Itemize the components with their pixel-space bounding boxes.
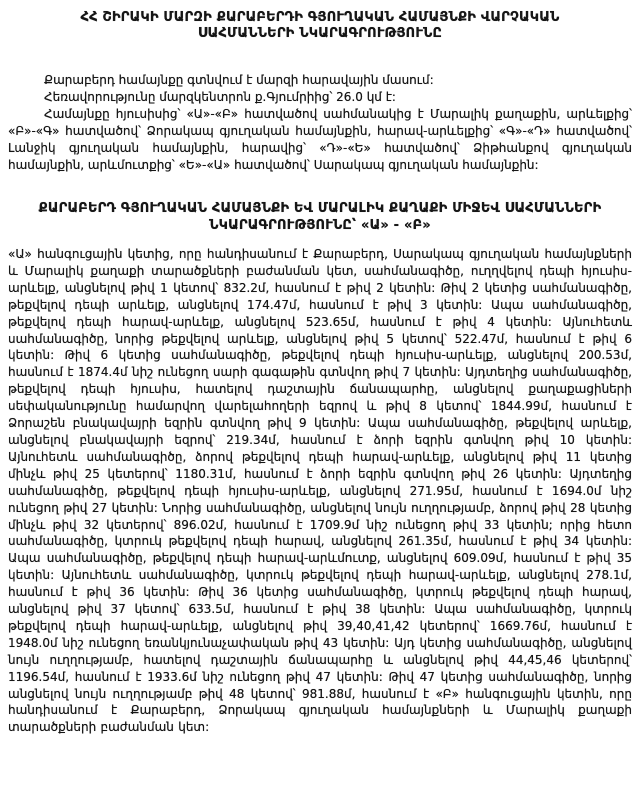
intro-section xyxy=(8,72,632,174)
intro-paragraph-location: Քարաբերդ համայնքը գտնվում է մարզի հարավային մասում: xyxy=(44,73,434,87)
border-description-text: «Ա» հանգուցային կետից, որը հանդիսանում է Քարաբերդ, Սարակապ գյուղական համայնքների և Մարալիկ քաղաքի տարածքների բաժանման կետ, սահմանագիծը, ուղղվելով դեպի հյուսիս-արևելք, անցնելով թիվ 1 կետով՝ 832.2մ, հասնում է թիվ 2 կետին: Թիվ 2 կետից սահմանագիծը, թեքվելով դեպի արևելք, անցնելով 174.47մ, հասնում է թիվ 3 կետին: Ապա սահմանագիծը, թեքվելով դեպի հարավ-արևելք, անցնելով 523.65մ, հասնում է թիվ 4 կետին: Այնուհետև սահմանագիծը, նորից թեքվելով արևելք, անցնելով թիվ 5 կետով՝ 522.47մ, հասնում է թիվ 6 կետին: Թիվ 6 կետից սահմանագիծը, թեքվելով դեպի հյուսիս-արևելք, անցնելով 200.53մ, հասնում է 1874.4մ նիշ ունեցող սարի գագաթին գտնվող թիվ 7 կետին: Այդտեղից սահմանագիծը, թեքվելով դեպի հյուսիս, հատելով դաշտային ճանապարհը, անցնելով քաղաքացիների սեփականությունը համարվող վարելահողերի եզրով և թիվ 8 կետով՝ 1844.99մ, հասնում է Ձորաշեն բնակավայրի եզրին գտնվող թիվ 9 կետին: Ապա սահմանագիծը, թեքվելով արևելք, անցնելով բնակավայրի եզրով՝ 219.34մ, հասնում է ձորի եզրին գտնվող թիվ 10 կետին: Այնուհետև սահմանագիծը, ձորով թեքվելով դեպի հարավ-արևելք, անցնելով թիվ 11 կետից մինչև թիվ 25 կետերով՝ 1180.31մ, հասնում է ձորի եզրին գտնվող թիվ 26 կետին: Այդտեղից սահմանագիծը, թեքվելով դեպի հյուսիս-արևելք, անցնելով 271.95մ, հասնում է 1694.0մ նիշ ունեցող թիվ 27 կետին: Նորից սահմանագիծը, անցնելով նույն ուղղությամբ, ձորով թիվ 28 կետից մինչև թիվ 32 կետերով՝ 896.02մ, հասնում է 1709.9մ նիշ ունեցող թիվ 33 կետին; որից հետո սահմանագիծը, կտրուկ թեքվելով դեպի հարավ, անցնելով 261.35մ, հասնում է թիվ 34 կետին: Ապա սահմանագիծը, թեքվելով դեպի հարավ-արևմուտք, անցնելով 609.09մ, հասնում է թիվ 35 կետին: Այնուհետև սահմանագիծը, կտրուկ թեքվելով դեպի հարավ-արևելք, անցնելով 278.1մ, հասնում է թիվ 36 կետին: Թիվ 36 կետից սահմանագիծը, կտրուկ թեքվելով դեպի հարավ, անցնելով թիվ 37 կետով՝ 633.5մ, հասնում է թիվ 38 կետին: Ապա սահմանագիծը, կտրուկ թեքվելով դեպի հարավ-արևելք, անցնելով թիվ 39,40,41,42 կետերով՝ 1669.76մ, հասնում է 1948.0մ նիշ ունեցող եռանկյունաչափական թիվ 43 կետին: Այդ կետից սահմանագիծը, անցնելով նույն ուղղությամբ, հատելով դաշտային ճանապարհը և անցնելով թիվ 44,45,46 կետերով՝ 1196.54մ, հասնում է 1933.6մ նիշ ունեցող թիվ 47 կետին: Թիվ 47 կետից սահմանագիծը, նորից անցնելով նույն ուղղությամբ թիվ 48 կետով՝ 981.88մ, հասնում է «Բ» հանգուցային կետին, որը հանդիսանում է Քարաբերդ, Ձորակապ գյուղական համայնքների և Մարալիկ քաղաքի տարածքների բաժանման կետ: xyxy=(8,247,632,735)
intro-paragraph-distance: Հեռավորությունը մարզկենտրոն ք.Գյումրիից՝ 26.0 կմ է: xyxy=(44,90,396,104)
section-heading: ՔԱՐԱԲԵՐԴ ԳՅՈՒՂԱԿԱՆ ՀԱՄԱՅՆՔԻ ԵՎ ՄԱՐԱԼԻԿ ՔԱՂԱՔԻ ՄԻՋԵՎ ՍԱՀՄԱՆՆԵՐԻ ՆԿԱՐԱԳՐՈՒԹՅՈՒՆԸ՝ «Ա» - «Բ» xyxy=(38,201,602,233)
document-title: ՀՀ ՇԻՐԱԿԻ ՄԱՐԶԻ ՔԱՐԱԲԵՐԴԻ ԳՅՈՒՂԱԿԱՆ ՀԱՄԱՅՆՔԻ ՎԱՐՉԱԿԱՆ ՍԱՀՄԱՆՆԵՐԻ ՆԿԱՐԱԳՐՈՒԹՅՈՒՆԸ xyxy=(80,10,560,41)
intro-paragraph-neighbors: Համայնքը հյուսիսից՝ «Ա»-«Բ» հատվածով սահմանակից է Մարալիկ քաղաքին, արևելքից՝ «Բ»-«Գ» հատվածով՝ Ձորակապ գյուղական համայնքին, հարավ-արևելքից՝ «Գ»-«Դ» հատվածով՝ Լանջիկ գյուղական համայնքին, հարավից՝ «Դ»-«Ե» հատվածով՝ Ձիթհանքով գյուղական համայնքին, արևմուտքից՝ «Ե»-«Ա» հատվածով՝ Սարակապ գյուղական համայնքին: xyxy=(8,107,632,172)
